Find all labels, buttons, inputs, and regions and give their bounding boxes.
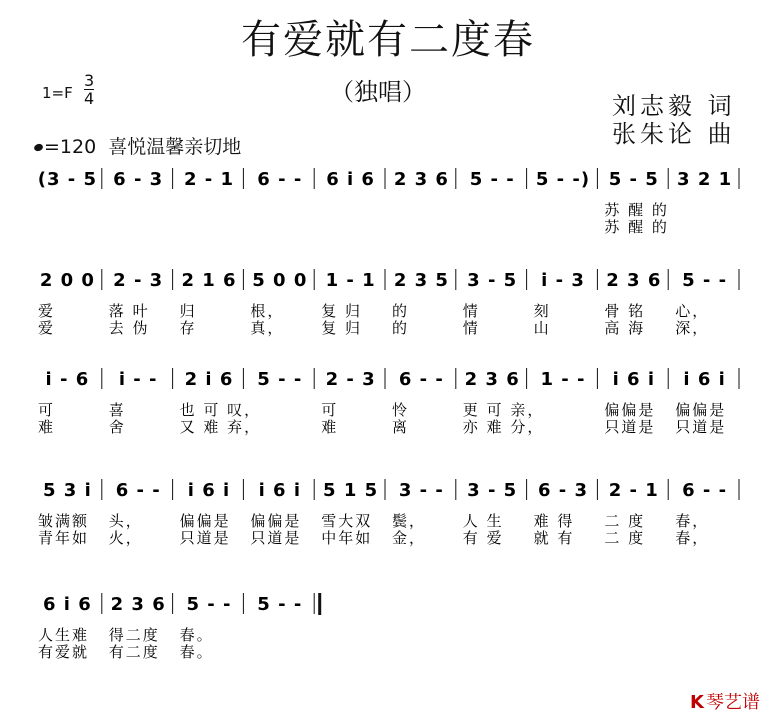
measure-notes: 6 - 3 — [113, 169, 164, 190]
measure-notes: 2 0 0 — [39, 270, 95, 291]
lyric-text: 离 — [392, 418, 410, 436]
lyric-text: 的 — [392, 319, 410, 337]
lyric-text: 春。 — [179, 643, 214, 661]
lyric-text: 人 生 — [462, 512, 504, 530]
lyric-text: 只道是 — [675, 418, 727, 436]
lyric-text: 刻 — [533, 302, 551, 320]
measure-notes: 2 1 6 — [181, 270, 237, 291]
lyric-text: 金， — [392, 529, 427, 547]
measure-notes: 2 3 6 — [606, 270, 662, 291]
lyric-text: 难 得 — [533, 512, 575, 530]
site-logo — [690, 688, 760, 714]
lyric-text: 深， — [675, 319, 710, 337]
lyric-text: 存 — [179, 319, 197, 337]
lyric-text: 舍 — [108, 418, 126, 436]
lyric-text: 人生难 — [38, 626, 90, 644]
measure-notes: 1 - 1 — [325, 270, 376, 291]
measure-notes: 3 2 1 — [677, 169, 733, 190]
lyric-text: 心， — [675, 302, 710, 320]
lyric-text: 有 爱 — [462, 529, 504, 547]
song-subtitle: （独唱） — [330, 78, 426, 106]
measure-notes: 5 - - — [257, 369, 303, 390]
lyric-text: 根， — [250, 302, 285, 320]
measure-notes: 2 - 3 — [113, 270, 164, 291]
measure-notes: 3 - 5 — [467, 480, 518, 501]
measure-notes: 2 3 6 — [110, 594, 166, 615]
measure-notes: 6 - - — [682, 480, 728, 501]
measure-notes: 2 - 3 — [325, 369, 376, 390]
lyric-text: 骨 铭 — [604, 302, 646, 320]
lyric-text: 春， — [675, 529, 710, 547]
measure-notes: i 6 i — [187, 480, 231, 501]
key-signature: 1=F — [42, 84, 73, 102]
measure-notes: 2 - 1 — [183, 169, 235, 190]
time-signature-bottom: 4 — [84, 89, 95, 108]
lyric-text: 难 — [321, 418, 339, 436]
lyric-text: 爱 — [38, 302, 56, 320]
lyric-text: 头， — [108, 512, 143, 530]
lyric-text: 归 — [179, 302, 197, 320]
measure-notes: 5 - - — [257, 594, 303, 615]
lyric-text: 雪大双 — [321, 512, 373, 530]
measure-notes: 6 i 6 — [43, 594, 92, 615]
measure-notes: 5 3 i — [43, 480, 92, 501]
lyric-text: 更 可 亲， — [462, 401, 545, 419]
measure-notes: 2 - 1 — [608, 480, 659, 501]
measure-notes: 5 0 0 — [252, 270, 308, 291]
lyric-text: 得二度 — [108, 626, 160, 644]
lyric-text: 难 — [38, 418, 56, 436]
lyric-text: 春。 — [179, 626, 214, 644]
lyric-text: 有二度 — [108, 643, 160, 661]
lyric-text: 复 归 — [321, 302, 362, 320]
lyric-text: 偏偏是 — [250, 512, 302, 530]
measure-notes: 3 - - — [398, 480, 444, 501]
measure-notes: 5 - - — [469, 169, 515, 190]
measure-notes: 6 - 3 — [537, 480, 589, 501]
measure-notes: 2 i 6 — [184, 369, 234, 390]
measure-notes: 5 - 5 — [608, 169, 659, 190]
lyric-text: 落 叶 — [108, 302, 150, 320]
expression-text: 喜悦温馨亲切地 — [108, 136, 242, 158]
lyric-text: 可 — [38, 401, 56, 419]
lyric-text: 有爱就 — [38, 643, 90, 661]
measure-notes: 6 - - — [398, 369, 444, 390]
measure-notes: 2 3 5 — [393, 270, 449, 291]
lyric-text: 春， — [675, 512, 710, 530]
lyric-text: 鬓， — [392, 512, 427, 530]
measure-notes: (3 - 5 — [37, 169, 98, 190]
measure-notes: 6 - - — [115, 480, 161, 501]
lyric-text: 可 — [321, 401, 339, 419]
lyric-text: 偏偏是 — [604, 401, 656, 419]
lyric-text: 怜 — [392, 401, 410, 419]
measure-notes: 5 - - — [186, 594, 232, 615]
measure-notes: i 6 i — [683, 369, 726, 390]
lyric-text: 的 — [392, 302, 410, 320]
lyric-text: 也 可 叹， — [179, 401, 262, 419]
lyric-text: 复 归 — [321, 319, 362, 337]
lyric-text: 山 — [533, 319, 551, 337]
final-bar-line — [318, 593, 321, 615]
measure-notes: 5 - - — [682, 270, 728, 291]
measure-notes: 2 3 6 — [393, 169, 449, 190]
lyric-text: 高 海 — [604, 319, 646, 337]
logo-text: 琴艺谱 — [705, 692, 760, 713]
lyric-text: 又 难 弃， — [179, 418, 262, 436]
measure-notes: i 6 i — [612, 369, 656, 390]
lyricist-credit: 刘志毅 词 — [612, 92, 736, 120]
measure-notes: 1 - - — [540, 369, 586, 390]
lyric-text: 青年如 — [38, 529, 90, 547]
lyric-text: 火， — [108, 529, 143, 547]
lyric-text: 真， — [250, 319, 285, 337]
lyric-text: 皱满额 — [38, 512, 90, 530]
measure-notes: 6 i 6 — [326, 169, 375, 190]
lyric-text: 爱 — [38, 319, 56, 337]
lyric-text: 偏偏是 — [675, 401, 727, 419]
logo-icon: K — [690, 692, 704, 713]
time-signature-top: 3 — [84, 71, 95, 90]
tempo-value: =120 — [44, 136, 97, 158]
lyric-text: 只道是 — [250, 529, 302, 547]
lyric-text: 偏偏是 — [179, 512, 231, 530]
measure-notes: i - - — [118, 369, 158, 390]
lyric-text: 苏 醒 的 — [604, 201, 669, 219]
composer-credit: 张朱论 曲 — [612, 120, 736, 148]
lyric-text: 去 伪 — [108, 319, 150, 337]
lyric-text: 二 度 — [604, 512, 646, 530]
lyric-text: 只道是 — [179, 529, 231, 547]
measure-notes: 5 1 5 — [323, 480, 379, 501]
lyric-text: 喜 — [108, 401, 126, 419]
lyric-text: 只道是 — [604, 418, 656, 436]
measure-notes: 3 - 5 — [467, 270, 518, 291]
measure-notes: 6 - - — [257, 169, 303, 190]
measure-notes: i 6 i — [258, 480, 302, 501]
measure-notes: 2 3 6 — [464, 369, 520, 390]
song-title: 有爱就有二度春 — [241, 17, 535, 63]
lyric-text: 苏 醒 的 — [604, 218, 669, 236]
measure-notes: i - 3 — [541, 270, 585, 291]
lyric-text: 情 — [462, 302, 480, 320]
measure-notes: 5 - -) — [535, 169, 591, 190]
measure-notes: i - 6 — [45, 369, 90, 390]
lyric-text: 就 有 — [533, 529, 575, 547]
lyric-text: 情 — [462, 319, 480, 337]
lyric-text: 二 度 — [604, 529, 646, 547]
lyric-text: 亦 难 分， — [462, 418, 545, 436]
lyric-text: 中年如 — [321, 529, 373, 547]
